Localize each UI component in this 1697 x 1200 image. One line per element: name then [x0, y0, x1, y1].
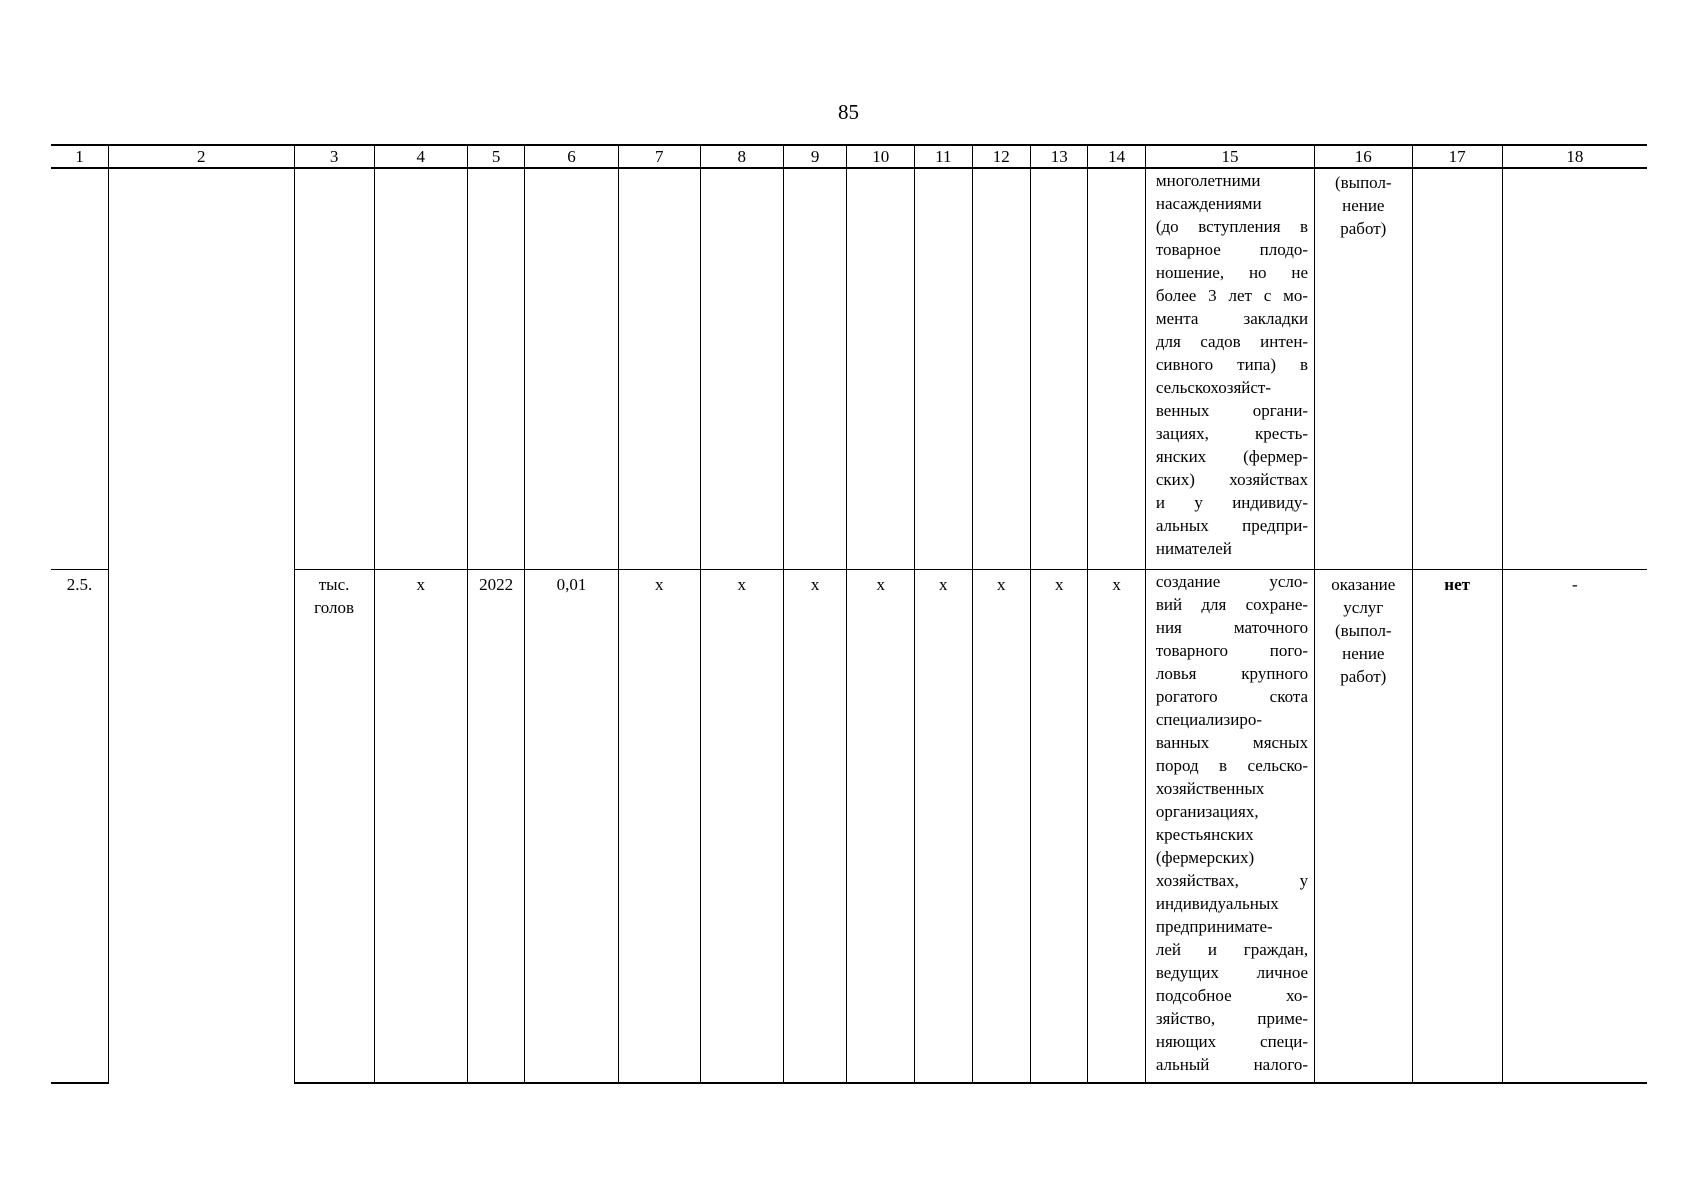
text-line: товарного пого- [1155, 641, 1309, 660]
text-line: пород в сельско- [1155, 756, 1309, 775]
column-number: 6 [525, 145, 618, 168]
cell: х [700, 570, 783, 1084]
text-line: рогатого скота [1155, 687, 1309, 706]
text-line: ведущих личное [1155, 963, 1309, 982]
text-line: работ) [1340, 219, 1387, 238]
cell-year: 2022 [467, 570, 524, 1084]
cell [618, 168, 700, 570]
cell [700, 168, 783, 570]
text-line: янских (фермер- [1155, 447, 1309, 466]
text-line: создание усло- [1155, 572, 1309, 591]
column-number: 18 [1502, 145, 1647, 168]
column-number: 9 [783, 145, 847, 168]
text-line: (фермерских) [1155, 848, 1255, 867]
cell [374, 168, 467, 570]
cell: х [783, 570, 847, 1084]
cell: х [1030, 570, 1087, 1084]
text-line: товарное плодо- [1155, 240, 1309, 259]
text-line: нение [1342, 644, 1385, 663]
column-number: 5 [467, 145, 524, 168]
text-line: (до вступления в [1155, 217, 1309, 236]
text-line: многолетними [1155, 171, 1261, 190]
column-number: 17 [1412, 145, 1502, 168]
text-line: работ) [1340, 667, 1387, 686]
column-number-row [51, 145, 1647, 168]
cell-value: 0,01 [525, 570, 618, 1084]
text-line: хозяйственных [1155, 779, 1265, 798]
text-line: подсобное хо- [1155, 986, 1309, 1005]
cell-merged [108, 168, 294, 1083]
text-line: специализиро- [1155, 710, 1262, 729]
text-line: лей и граждан, [1155, 940, 1309, 959]
text-line: предпринимате- [1155, 917, 1273, 936]
text-line: тыс. [318, 575, 350, 594]
text-line: вий для сохране- [1155, 595, 1309, 614]
text-line: венных органи- [1155, 401, 1309, 420]
cell-flag: нет [1412, 570, 1502, 1084]
cell: х [915, 570, 972, 1084]
cell [294, 168, 374, 570]
text-line: сельскохозяйст- [1155, 378, 1272, 397]
cell-number: 2.5. [51, 570, 108, 1084]
cell [915, 168, 972, 570]
column-number: 15 [1145, 145, 1314, 168]
cell [783, 168, 847, 570]
cell: х [972, 570, 1030, 1084]
column-number: 2 [108, 145, 294, 168]
column-number: 16 [1315, 145, 1412, 168]
text-line: ния маточного [1155, 618, 1309, 637]
cell [1412, 168, 1502, 570]
column-number: 8 [700, 145, 783, 168]
cell-form [1315, 168, 1412, 570]
table-row-continued [51, 168, 1647, 570]
column-number: 14 [1088, 145, 1145, 168]
cell [51, 168, 108, 570]
text-line: и у индивиду- [1155, 493, 1309, 512]
text-line: ванных мясных [1155, 733, 1309, 752]
cell [467, 168, 524, 570]
text-line: зяйство, приме- [1155, 1009, 1309, 1028]
cell: х [618, 570, 700, 1084]
text-line: мента закладки [1155, 309, 1309, 328]
text-line: хозяйствах, у [1155, 871, 1309, 890]
text-line: альных предпри- [1155, 516, 1309, 535]
cell: - [1502, 570, 1647, 1084]
cell [1088, 168, 1145, 570]
cell-description [1145, 168, 1314, 570]
cell-description [1145, 570, 1314, 1084]
text-line: нение [1342, 196, 1385, 215]
text-line: ских) хозяйствах [1155, 470, 1309, 489]
cell: х [1088, 570, 1145, 1084]
column-number: 12 [972, 145, 1030, 168]
text-line: оказание [1331, 575, 1396, 594]
text-line: (выпол- [1334, 173, 1392, 192]
text-line: нимателей [1155, 539, 1232, 558]
cell [972, 168, 1030, 570]
text-line: альный налого- [1155, 1055, 1309, 1074]
cell [847, 168, 915, 570]
text-line: ловья крупного [1155, 664, 1309, 683]
text-line: голов [314, 598, 354, 617]
text-line: (выпол- [1334, 621, 1392, 640]
column-number: 4 [374, 145, 467, 168]
text-line: насаждениями [1155, 194, 1262, 213]
cell: х [374, 570, 467, 1084]
text-line: зациях, кресть- [1155, 424, 1309, 443]
text-line: услуг [1343, 598, 1384, 617]
page-number: 85 [838, 100, 859, 124]
text-line: для садов интен- [1155, 332, 1309, 351]
text-line: более 3 лет с мо- [1155, 286, 1309, 305]
column-number: 7 [618, 145, 700, 168]
column-number: 10 [847, 145, 915, 168]
cell: х [847, 570, 915, 1084]
cell [525, 168, 618, 570]
text-line: ношение, но не [1155, 263, 1309, 282]
column-number: 1 [51, 145, 108, 168]
column-number: 3 [294, 145, 374, 168]
text-line: няющих специ- [1155, 1032, 1309, 1051]
text-line: сивного типа) в [1155, 355, 1309, 374]
cell-unit [294, 570, 374, 1084]
cell [1030, 168, 1087, 570]
text-line: крестьянских [1155, 825, 1254, 844]
data-table [51, 144, 1647, 1084]
column-number: 11 [915, 145, 972, 168]
text-line: индивидуальных [1155, 894, 1279, 913]
column-number: 13 [1030, 145, 1087, 168]
text-line: организациях, [1155, 802, 1259, 821]
cell-form [1315, 570, 1412, 1084]
cell [1502, 168, 1647, 570]
